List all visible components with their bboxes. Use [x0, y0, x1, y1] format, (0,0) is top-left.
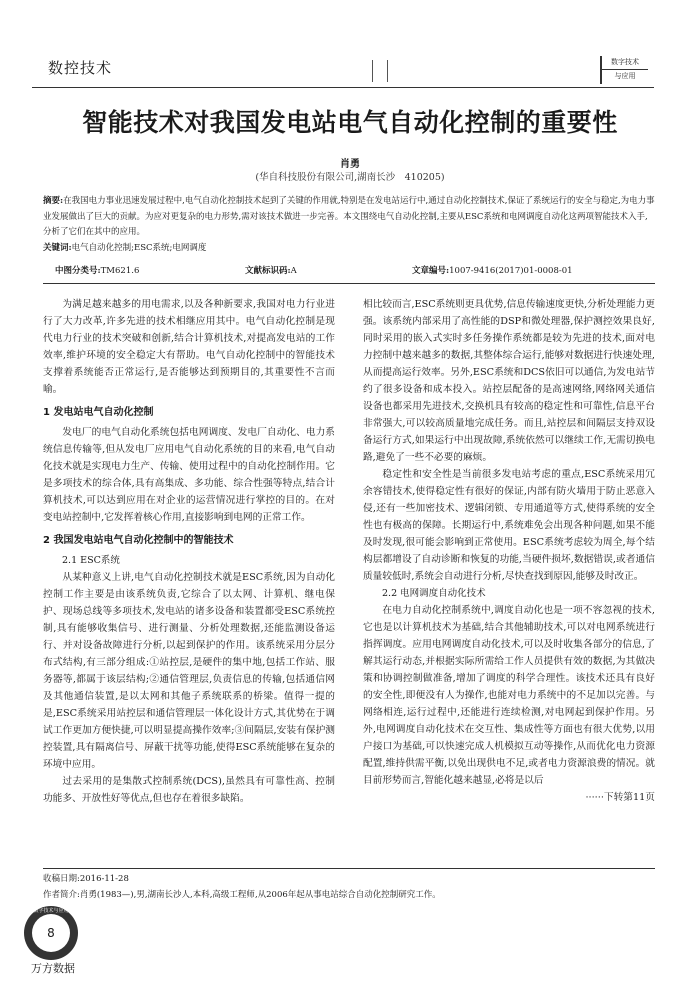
- continued-note: ······下转第11页: [585, 792, 655, 803]
- article-title: 智能技术对我国发电站电气自动化控制的重要性: [82, 108, 618, 137]
- abstract-paragraph: [43, 194, 655, 241]
- journal-mark: [600, 56, 648, 84]
- article-no-label: 文章编号:: [412, 266, 450, 276]
- intro-paragraph: 为满足越来越多的用电需求,以及各种新要求,我国对电力行业进行了大力改革,许多先进的技术相继应用其中。电气自动化控制是现代电力行业的技术突破和创新,结合计算机技术,对提高发电站的工作效率,维护环境的安全稳定大有帮助。电气自动化控制中的智能技术支撑着系统能否正常运行,是否能够达到预期目的,其重要性不言而喻。: [43, 299, 335, 395]
- section-2-2-paragraph: 在电力自动化控制系统中,调度自动化也是一项不容忽视的技术,它也是以计算机技术为基础,结合其他辅助技术,可以对电网系统进行指挥调度。应用电网调度自动化技术,可以及时收集各部分的信息,了解其运行动态,并根据实际所需给工作人员提供有效的数据,为其做决策和协调控制做准备,增加了调度的科学合理性。该技术还具有良好的安全性,即便没有人为操作,也能对电力系统中的不足加以完善。与网络相连,运行过程中,还能进行连续检测,对电网起到保护作用。另外,电网调度自动化技术在交互性、集成性等方面也有很大优势,以用户接口为基础,可以快速完成人机模拟互动等操作,从而优化电力资源配置,维持供需平衡,以免出现供电不足,或者电力资源浪费的情况。就目前形势而言,智能化越来越显,必将是以后: [363, 605, 655, 786]
- page-number-badge: [24, 906, 78, 960]
- running-header: [32, 54, 654, 88]
- header-rule: [32, 87, 654, 88]
- article-no-field: [412, 264, 573, 276]
- abstract-block: [43, 194, 655, 256]
- section-2-heading: 2 我国发电站电气自动化控制中的智能技术: [43, 535, 234, 546]
- article-author: 肖勇: [340, 159, 360, 170]
- section-2-2-heading: 2.2 电网调度自动化技术: [382, 588, 486, 599]
- badge-text: 数字技术与应用: [33, 908, 69, 914]
- right-column: [363, 296, 655, 806]
- right-paragraph-2: 稳定性和安全性是当前很多发电站考虑的重点,ESC系统采用冗余容错技术,使得稳定性有很好的保证,内部有防火墙用于防止恶意入侵,还有一些加密技术、逻辑闭锁、专用通道等方式,使得系统的安全性也有极高的保障。长期运行中,系统难免会出现各种问题,如果不能及时发现,很可能会影响到正常使用。ESC系统考虑较为周全,每个结构层都增设了自动诊断和恢复的功能,当硬件损坏,数据错误,或者通信质量较低时,系统会自动进行分析,尽快查找到原因,能够及时改正。: [363, 469, 655, 582]
- doc-code-field: [245, 264, 297, 276]
- right-paragraph-1: 相比较而言,ESC系统则更具优势,信息传输速度更快,分析处理能力更强。该系统内部采用了高性能的DSP和微处理器,保护测控效果良好,同时采用的嵌入式实时多任务操作系统都是较为先进的技术,面对电力控制中越来越多的数据,其整体综合运行,能够对数据进行快速处理,从而提高运行效率。另外,ESC系统和DCS依旧可以通信,为发电站节约了很多设备和成本投入。站控层配备的是高速网络,网络网关通信设备也都采用先进技术,交换机具有较高的稳定性和可靠性,信息平台非常强大,可以较高质量地完成任务。而且,站控层和间隔层支持双设备运行方式,如果运行中出现故障,系统依然可以继续工作,无需切换电路,避免了一些不必要的麻烦。: [363, 299, 655, 463]
- header-divider-bars: [372, 60, 388, 82]
- left-column: [43, 296, 335, 807]
- section-2-1-heading: 2.1 ESC系统: [62, 555, 120, 566]
- journal-mark-line2: 与应用: [602, 69, 648, 83]
- clc-field: [55, 264, 139, 276]
- author-affiliation: (华自科技股份有限公司,湖南长沙 410205): [255, 172, 445, 183]
- section-2-1-paragraph-a: 从某种意义上讲,电气自动化控制技术就是ESC系统,因为自动化控制工作主要是由该系统负责,它综合了以太网、计算机、继电保护、现场总线等多项技术,发电站的诸多设备和装置都受ESC系统控制,具有能够收集信号、进行测量、分析处理数据,还能监测设备运行、并对设备故障进行分析,以起到保护的作用。该系统采用分层分布式结构,有三部分组成:①站控层,是硬件的集中地,包括工作站、服务器等,都属于该层结构;②通信管理层,负责信息的传输,包括通信网及其他通信装置,是以太网和其他子系统联系的桥梁。值得一提的是,ESC系统采用站控层和通信管理层一体化设计方式,其优势在于调试工作更加方便快捷,可以明显提高操作效率;③间隔层,安装有保护测控装置,具有隔离信号、屏蔽干扰等功能,使得ESC系统能够在复杂的环境中应用。: [43, 572, 335, 770]
- section-1-paragraph: 发电厂的电气自动化系统包括电网调度、发电厂自动化、电力系统信息传输等,但从发电厂应用电气自动化系统的目的来看,电气自动化技术就是实现电力生产、传输、使用过程中的自动化控制作用。它是多项技术的综合体,具有高集成、多功能、综合性强等特点,结合计算机技术,可以达到应用在对企业的运营情况进行掌控的目的。在对变电站控制中,它发挥着核心作用,直接影响到电网的正常工作。: [43, 427, 335, 523]
- journal-mark-line1: 数字技术: [611, 58, 639, 66]
- author-bio: 作者简介:肖勇(1983—),男,湖南长沙人,本科,高级工程师,从2006年起从事电站综合自动化控制研究工作。: [43, 890, 441, 900]
- watermark-text: 万方数据: [31, 962, 75, 975]
- abstract-text: 在我国电力事业迅速发展过程中,电气自动化控制技术起到了关键的作用就,特别是在发电站运行中,通过自动化控制技术,保证了系统运行的安全与稳定,为电力事业发展做出了巨大的贡献。为应对更复杂的电力形势,需对该技术做进一步完善。本文围绕电气自动化控制,主要从ESC系统和电网调度自动化这两项智能技术入手,分析了它们在其中的应用。: [43, 196, 655, 237]
- keywords-line: [43, 241, 655, 257]
- clc-value: TM621.6: [100, 266, 140, 276]
- page-number: 8: [32, 914, 70, 952]
- section-name: 数控技术: [48, 59, 113, 77]
- received-date: 收稿日期:2016-11-28: [43, 874, 129, 884]
- abstract-label: 摘要:: [43, 196, 64, 206]
- doc-code-label: 文献标识码:: [245, 266, 291, 276]
- article-no-value: 1007-9416(2017)01-0008-01: [449, 266, 573, 276]
- meta-rule: [43, 283, 655, 284]
- doc-code-value: A: [290, 266, 297, 276]
- section-1-heading: 1 发电站电气自动化控制: [43, 407, 154, 418]
- keywords-text: 电气自动化控制;ESC系统;电网调度: [71, 242, 207, 253]
- footer-rule: [43, 868, 655, 869]
- section-2-1-paragraph-b: 过去采用的是集散式控制系统(DCS),虽然具有可靠性高、控制功能多、开放性好等优点,但也存在着很多缺陷。: [43, 776, 335, 804]
- keywords-label: 关键词:: [43, 242, 72, 253]
- clc-label: 中图分类号:: [55, 266, 101, 276]
